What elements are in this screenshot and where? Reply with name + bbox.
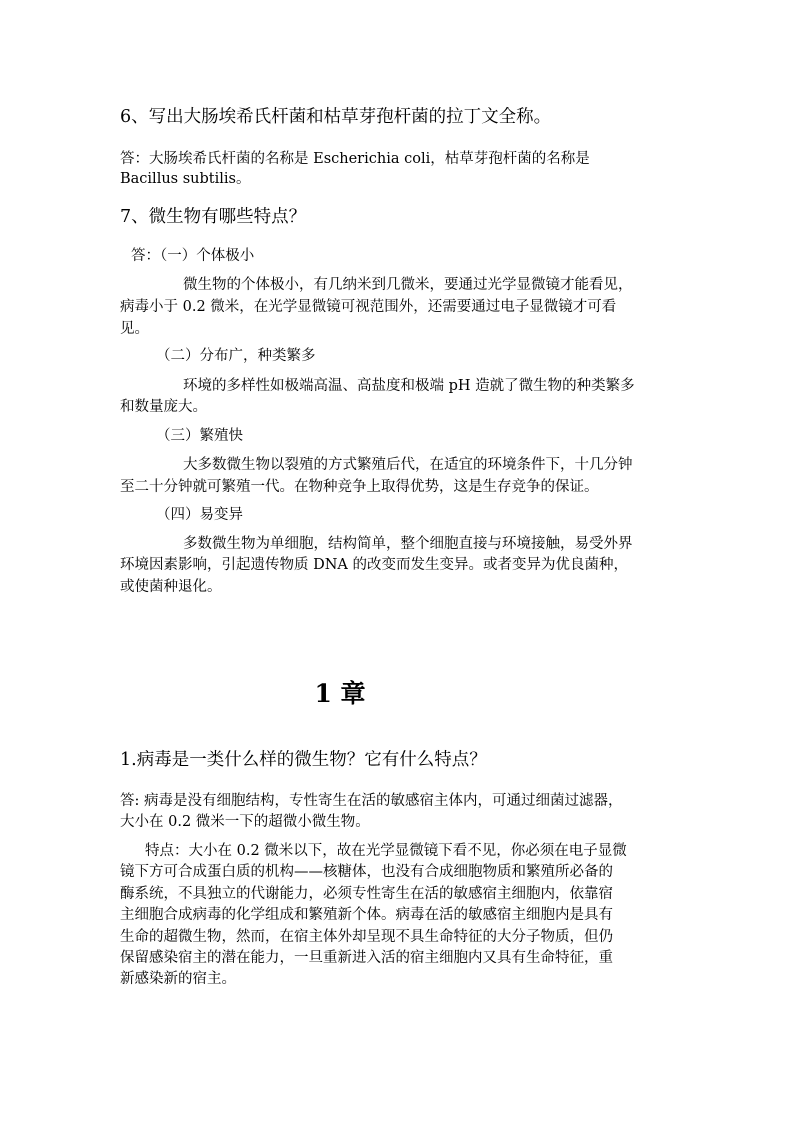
paragraph-line: 至二十分钟就可繁殖一代。在物种竞争上取得优势，这是生存竞争的保证。 xyxy=(120,479,599,495)
paragraph-line: 环境的多样性如极端高温、高盐度和极端 pH 造就了微生物的种类繁多 xyxy=(183,378,635,394)
paragraph-line: 病毒小于 0.2 微米，在光学显微镜可视范围外，还需要通过电子显微镜才可看 xyxy=(120,299,617,315)
features-line: 镜下方可合成蛋白质的机构——核糖体，也没有合成细胞物质和繁殖所必备的 xyxy=(120,864,613,880)
paragraph-line: 多数微生物为单细胞，结构简单，整个细胞直接与环境接触，易受外界 xyxy=(183,536,633,552)
chapter-title: 1 章 xyxy=(314,679,366,708)
section-heading: （四）易变异 xyxy=(156,507,243,523)
paragraph-line: 微生物的个体极小，有几纳米到几微米，要通过光学显微镜才能看见， xyxy=(183,277,633,293)
question-7-heading: 7、微生物有哪些特点？ xyxy=(120,207,307,227)
section-heading: （三）繁殖快 xyxy=(156,428,243,444)
features-line: 主细胞合成病毒的化学组成和繁殖新个体。病毒在活的敏感宿主细胞内是具有 xyxy=(120,907,613,923)
question-6-answer-line: 答：大肠埃希氏杆菌的名称是 Escherichia coli，枯草芽孢杆菌的名称是 xyxy=(120,151,590,167)
paragraph-line: 环境因素影响，引起遗传物质 DNA 的改变而发生变异。或者变异为优良菌种， xyxy=(120,557,628,573)
features-line: 特点：大小在 0.2 微米以下，故在光学显微镜下看不见，你必须在电子显微 xyxy=(145,843,627,859)
section-heading: （二）分布广，种类繁多 xyxy=(156,348,316,364)
paragraph-line: 见。 xyxy=(120,321,149,337)
question-6-heading: 6、写出大肠埃希氏杆菌和枯草芽孢杆菌的拉丁文全称。 xyxy=(120,107,552,127)
features-line: 酶系统，不具独立的代谢能力，必须专性寄生在活的敏感宿主细胞内，依靠宿 xyxy=(120,886,613,902)
paragraph-line: 或使菌种退化。 xyxy=(120,579,222,595)
question-6-answer-line: Bacillus subtilis。 xyxy=(120,171,251,187)
chapter-1-question-1-heading: 1.病毒是一类什么样的微生物？它有什么特点？ xyxy=(120,750,487,770)
features-line: 保留感染宿主的潜在能力，一旦重新进入活的宿主细胞内又具有生命特征，重 xyxy=(120,950,613,966)
paragraph-line: 和数量庞大。 xyxy=(120,399,207,415)
paragraph-line: 大多数微生物以裂殖的方式繁殖后代，在适宜的环境条件下，十几分钟 xyxy=(183,457,633,473)
features-line: 新感染新的宿主。 xyxy=(120,971,236,987)
answer-line: 大小在 0.2 微米一下的超微小微生物。 xyxy=(120,814,370,830)
answer-line: 答: 病毒是没有细胞结构，专性寄生在活的敏感宿主体内，可通过细菌过滤器， xyxy=(120,793,623,809)
features-line: 生命的超微生物，然而，在宿主体外却呈现不具生命特征的大分子物质，但仍 xyxy=(120,929,613,945)
question-7-answer-intro: 答：（一）个体极小 xyxy=(131,248,255,264)
